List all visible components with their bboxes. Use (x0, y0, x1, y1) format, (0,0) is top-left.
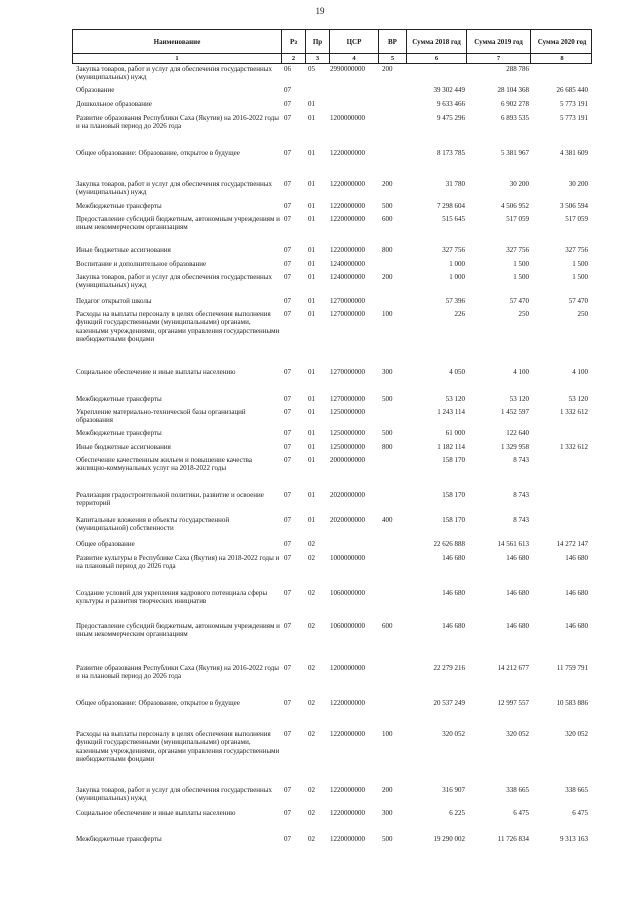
row-name: Закупка товаров, работ и услуг для обеспечения государственных (муниципальных) нужд (76, 180, 273, 197)
column-number: 4 (330, 54, 379, 63)
row-sum-2020: 10 583 886 (556, 699, 588, 707)
row-sum-2019: 14 212 677 (497, 664, 529, 672)
row-name: Образование (76, 86, 115, 94)
row-vr: 500 (382, 429, 393, 437)
row-csr: 1220000000 (330, 202, 365, 210)
row-pr: 01 (308, 456, 315, 464)
row-sum-2019: 327 756 (506, 246, 529, 254)
row-csr: 1200000000 (330, 664, 365, 672)
row-sum-2019: 6 475 (513, 809, 529, 817)
row-rz: 07 (284, 429, 291, 437)
row-sum-2018: 4 050 (449, 368, 465, 376)
row-sum-2018: 7 298 604 (437, 202, 465, 210)
row-sum-2018: 1 000 (449, 260, 465, 268)
header-sum-2019: Сумма 2019 год (467, 30, 531, 53)
row-pr: 02 (308, 786, 315, 794)
row-sum-2018: 61 000 (445, 429, 465, 437)
row-name: Расходы на выплаты персоналу в целях обеспечения выполнения функций государственными (муниципальными) органами, казенными учреждениями, органами управления государственными внебюджетными фондами (76, 730, 280, 764)
row-name: Предоставление субсидий бюджетным, автономным учреждениям и иным некоммерческим организациям (76, 622, 280, 639)
row-pr: 02 (308, 622, 315, 630)
row-name: Закупка товаров, работ и услуг для обеспечения государственных (муниципальных) нужд (76, 65, 273, 82)
row-csr: 1060000000 (330, 622, 365, 630)
row-sum-2019: 146 680 (506, 589, 529, 597)
row-csr: 2990000000 (330, 65, 365, 73)
row-sum-2020: 1 332 612 (560, 408, 588, 416)
row-name: Закупка товаров, работ и услуг для обеспечения государственных (муниципальных) нужд (76, 786, 273, 803)
row-sum-2020: 3 506 594 (560, 202, 588, 210)
row-rz: 07 (284, 100, 291, 108)
row-pr: 01 (308, 310, 315, 318)
row-sum-2019: 4 506 952 (501, 202, 529, 210)
row-sum-2020: 53 120 (568, 395, 588, 403)
row-csr: 1250000000 (330, 429, 365, 437)
row-rz: 07 (284, 491, 291, 499)
row-sum-2019: 1 329 958 (501, 443, 529, 451)
row-sum-2020: 146 680 (565, 589, 588, 597)
row-sum-2018: 515 645 (442, 215, 465, 223)
row-pr: 01 (308, 297, 315, 305)
row-sum-2019: 57 470 (509, 297, 529, 305)
column-number-row (72, 54, 592, 64)
row-pr: 01 (308, 180, 315, 188)
row-csr: 1270000000 (330, 395, 365, 403)
row-sum-2020: 4 381 609 (560, 149, 588, 157)
row-rz: 07 (284, 516, 291, 524)
row-rz: 07 (284, 786, 291, 794)
row-vr: 200 (382, 786, 393, 794)
row-sum-2020: 146 680 (565, 554, 588, 562)
row-name: Дошкольное образование (76, 100, 152, 108)
row-csr: 1220000000 (330, 786, 365, 794)
row-vr: 300 (382, 809, 393, 817)
row-rz: 07 (284, 273, 291, 281)
row-csr: 2020000000 (330, 516, 365, 524)
header-name: Наименование (73, 30, 282, 53)
row-rz: 07 (284, 730, 291, 738)
row-sum-2018: 8 173 785 (437, 149, 465, 157)
row-csr: 1220000000 (330, 730, 365, 738)
row-csr: 1220000000 (330, 699, 365, 707)
row-pr: 01 (308, 114, 315, 122)
row-name: Воспитание и дополнительное образование (76, 260, 207, 268)
row-vr: 800 (382, 443, 393, 451)
row-sum-2018: 1 182 114 (437, 443, 465, 451)
row-sum-2019: 11 726 834 (497, 835, 529, 843)
row-name: Социальное обеспечение и иные выплаты населению (76, 809, 236, 817)
row-sum-2019: 6 893 535 (501, 114, 529, 122)
row-vr: 600 (382, 215, 393, 223)
row-rz: 07 (284, 114, 291, 122)
row-sum-2018: 146 680 (442, 589, 465, 597)
header-sum-2020: Сумма 2020 год (537, 37, 587, 46)
row-sum-2020: 320 052 (565, 730, 588, 738)
row-pr: 02 (308, 835, 315, 843)
row-csr: 1000000000 (330, 554, 365, 562)
row-sum-2019: 53 120 (509, 395, 529, 403)
row-csr: 1220000000 (330, 835, 365, 843)
row-sum-2019: 1 500 (513, 273, 529, 281)
row-name: Общее образование (76, 540, 135, 548)
row-rz: 07 (284, 246, 291, 254)
row-sum-2018: 316 907 (442, 786, 465, 794)
row-sum-2019: 8 743 (513, 516, 529, 524)
row-sum-2019: 250 (518, 310, 529, 318)
row-pr: 01 (308, 215, 315, 223)
row-sum-2018: 320 052 (442, 730, 465, 738)
row-sum-2020: 11 759 791 (556, 664, 588, 672)
row-sum-2018: 327 756 (442, 246, 465, 254)
row-sum-2020: 4 100 (572, 368, 588, 376)
row-sum-2018: 146 680 (442, 554, 465, 562)
row-sum-2018: 9 475 296 (437, 114, 465, 122)
row-sum-2020: 6 475 (572, 809, 588, 817)
row-sum-2018: 57 396 (445, 297, 465, 305)
row-pr: 01 (308, 100, 315, 108)
row-csr: 1270000000 (330, 368, 365, 376)
row-pr: 01 (308, 368, 315, 376)
row-pr: 01 (308, 491, 315, 499)
row-pr: 01 (308, 429, 315, 437)
row-pr: 01 (308, 202, 315, 210)
row-sum-2019: 8 743 (513, 456, 529, 464)
row-sum-2018: 158 170 (442, 516, 465, 524)
row-name: Капитальные вложения в объекты государственной (муниципальной) собственности (76, 516, 230, 533)
column-number: 6 (407, 54, 467, 63)
row-name: Иные бюджетные ассигнования (76, 246, 171, 254)
row-pr: 01 (308, 260, 315, 268)
row-sum-2020: 517 059 (565, 215, 588, 223)
row-csr: 1220000000 (330, 215, 365, 223)
row-name: Развитие образования Республики Саха (Якутия) на 2016-2022 годы и на плановый период до 2026 года (76, 114, 279, 131)
header-rz: Рз (282, 30, 306, 53)
row-name: Создание условий для укрепления кадрового потенциала сферы культуры и развития творческих инициатив (76, 589, 268, 606)
row-sum-2018: 146 680 (442, 622, 465, 630)
row-vr: 400 (382, 516, 393, 524)
row-name: Укрепление материально-технической базы организаций образования (76, 408, 246, 425)
row-sum-2020: 338 665 (565, 786, 588, 794)
column-number: 5 (379, 54, 407, 63)
row-rz: 07 (284, 589, 291, 597)
row-rz: 07 (284, 202, 291, 210)
row-csr: 2000000000 (330, 456, 365, 464)
row-sum-2019: 1 500 (513, 260, 529, 268)
table-header-row (72, 29, 592, 54)
row-sum-2018: 22 279 216 (433, 664, 465, 672)
row-sum-2019: 28 104 368 (497, 86, 529, 94)
row-sum-2019: 288 786 (506, 65, 529, 73)
header-pr: Пр (306, 30, 330, 53)
row-vr: 100 (382, 730, 393, 738)
row-sum-2019: 5 381 967 (501, 149, 529, 157)
row-vr: 500 (382, 835, 393, 843)
row-vr: 200 (382, 180, 393, 188)
row-vr: 200 (382, 273, 393, 281)
row-rz: 07 (284, 443, 291, 451)
row-name: Обеспечение качественным жильем и повышение качества жилищно-коммунальных услуг на 2018-2022 годы (76, 456, 252, 473)
row-pr: 02 (308, 664, 315, 672)
row-rz: 07 (284, 310, 291, 318)
column-number: 1 (73, 54, 282, 63)
row-sum-2020: 146 680 (565, 622, 588, 630)
row-vr: 500 (382, 202, 393, 210)
row-csr: 1250000000 (330, 443, 365, 451)
row-sum-2019: 1 452 597 (501, 408, 529, 416)
row-sum-2019: 4 100 (513, 368, 529, 376)
row-rz: 07 (284, 180, 291, 188)
row-pr: 02 (308, 540, 315, 548)
row-rz: 07 (284, 86, 291, 94)
row-sum-2019: 517 059 (506, 215, 529, 223)
row-pr: 02 (308, 809, 315, 817)
header-vr: ВР (379, 30, 407, 53)
row-sum-2018: 158 170 (442, 456, 465, 464)
row-sum-2018: 6 225 (449, 809, 465, 817)
row-csr: 1220000000 (330, 149, 365, 157)
row-csr: 1270000000 (330, 297, 365, 305)
row-pr: 02 (308, 554, 315, 562)
row-sum-2018: 39 302 449 (433, 86, 465, 94)
row-vr: 100 (382, 310, 393, 318)
row-sum-2020: 26 685 440 (556, 86, 588, 94)
row-sum-2018: 20 537 249 (433, 699, 465, 707)
row-sum-2020: 1 500 (572, 273, 588, 281)
row-sum-2018: 158 170 (442, 491, 465, 499)
row-sum-2020: 57 470 (568, 297, 588, 305)
row-vr: 300 (382, 368, 393, 376)
row-vr: 600 (382, 622, 393, 630)
row-sum-2018: 1 000 (449, 273, 465, 281)
column-number: 2 (282, 54, 306, 63)
row-sum-2018: 19 290 002 (433, 835, 465, 843)
row-name: Межбюджетные трансферты (76, 835, 162, 843)
row-sum-2019: 6 902 278 (501, 100, 529, 108)
row-csr: 1250000000 (330, 408, 365, 416)
row-name: Межбюджетные трансферты (76, 202, 162, 210)
row-name: Развитие культуры в Республике Саха (Якутия) на 2018-2022 годы и на плановый период до 2026 года (76, 554, 280, 571)
row-sum-2019: 14 561 613 (497, 540, 529, 548)
budget-table (72, 29, 592, 904)
table-body (72, 64, 592, 904)
column-number: 3 (306, 54, 330, 63)
row-name: Межбюджетные трансферты (76, 395, 162, 403)
row-sum-2018: 226 (454, 310, 465, 318)
row-rz: 07 (284, 622, 291, 630)
row-csr: 1240000000 (330, 273, 365, 281)
row-name: Педагог открытой школы (76, 297, 152, 305)
row-name: Реализация градостроительной политики, развитие и освоение территорий (76, 491, 264, 508)
row-rz: 07 (284, 835, 291, 843)
row-name: Расходы на выплаты персоналу в целях обеспечения выполнения функций государственными (муниципальными) органами, казенными учреждениями, органами управления государственными внебюджетными фондами (76, 310, 280, 344)
row-sum-2020: 9 313 163 (560, 835, 588, 843)
row-sum-2019: 122 640 (506, 429, 529, 437)
row-sum-2019: 12 997 557 (497, 699, 529, 707)
row-sum-2018: 31 780 (445, 180, 465, 188)
row-rz: 07 (284, 215, 291, 223)
row-csr: 1220000000 (330, 809, 365, 817)
row-pr: 02 (308, 589, 315, 597)
row-sum-2019: 320 052 (506, 730, 529, 738)
row-rz: 07 (284, 699, 291, 707)
row-sum-2020: 1 500 (572, 260, 588, 268)
row-rz: 07 (284, 408, 291, 416)
row-vr: 800 (382, 246, 393, 254)
row-rz: 07 (284, 809, 291, 817)
row-sum-2019: 8 743 (513, 491, 529, 499)
row-rz: 07 (284, 368, 291, 376)
row-vr: 200 (382, 65, 393, 73)
row-rz: 06 (284, 65, 291, 73)
row-sum-2019: 146 680 (506, 622, 529, 630)
row-sum-2020: 5 773 191 (560, 100, 588, 108)
row-pr: 01 (308, 149, 315, 157)
row-pr: 01 (308, 516, 315, 524)
row-vr: 500 (382, 395, 393, 403)
row-sum-2018: 53 120 (445, 395, 465, 403)
row-sum-2018: 22 626 888 (433, 540, 465, 548)
row-pr: 01 (308, 273, 315, 281)
row-rz: 07 (284, 554, 291, 562)
row-sum-2018: 9 633 466 (437, 100, 465, 108)
row-sum-2020: 5 773 191 (560, 114, 588, 122)
row-name: Предоставление субсидий бюджетным, автономным учреждениям и иным некоммерческим организациям (76, 215, 280, 232)
row-pr: 01 (308, 408, 315, 416)
header-csr: ЦСР (330, 30, 379, 53)
header-sum-2018: Сумма 2018 год (407, 30, 467, 53)
page-number: 19 (315, 6, 325, 16)
row-name: Закупка товаров, работ и услуг для обеспечения государственных (муниципальных) нужд (76, 273, 273, 290)
row-sum-2020: 30 200 (568, 180, 588, 188)
row-sum-2019: 338 665 (506, 786, 529, 794)
row-rz: 07 (284, 149, 291, 157)
row-name: Иные бюджетные ассигнования (76, 443, 171, 451)
row-csr: 1060000000 (330, 589, 365, 597)
row-name: Общее образование: Образование, открытое в будущее (76, 149, 240, 157)
row-sum-2020: 250 (577, 310, 588, 318)
row-rz: 07 (284, 395, 291, 403)
row-sum-2019: 30 200 (509, 180, 529, 188)
row-csr: 1220000000 (330, 246, 365, 254)
row-pr: 05 (308, 65, 315, 73)
row-pr: 02 (308, 699, 315, 707)
row-csr: 1240000000 (330, 260, 365, 268)
row-name: Межбюджетные трансферты (76, 429, 162, 437)
row-rz: 07 (284, 260, 291, 268)
row-pr: 01 (308, 443, 315, 451)
row-name: Общее образование: Образование, открытое в будущее (76, 699, 240, 707)
row-pr: 02 (308, 730, 315, 738)
row-csr: 1200000000 (330, 114, 365, 122)
row-csr: 1270000000 (330, 310, 365, 318)
row-rz: 07 (284, 456, 291, 464)
row-csr: 1220000000 (330, 180, 365, 188)
row-rz: 07 (284, 297, 291, 305)
row-sum-2020: 1 332 612 (560, 443, 588, 451)
row-sum-2019: 146 680 (506, 554, 529, 562)
column-number: 7 (467, 54, 531, 63)
row-pr: 01 (308, 246, 315, 254)
row-rz: 07 (284, 664, 291, 672)
row-rz: 07 (284, 540, 291, 548)
row-sum-2018: 1 243 114 (437, 408, 465, 416)
row-name: Развитие образования Республики Саха (Якутия) на 2016-2022 годы и на плановый период до 2026 года (76, 664, 279, 681)
row-name: Социальное обеспечение и иные выплаты населению (76, 368, 236, 376)
row-sum-2020: 327 756 (565, 246, 588, 254)
column-number: 8 (560, 55, 564, 62)
row-pr: 01 (308, 395, 315, 403)
row-sum-2020: 14 272 147 (556, 540, 588, 548)
row-csr: 2020000000 (330, 491, 365, 499)
